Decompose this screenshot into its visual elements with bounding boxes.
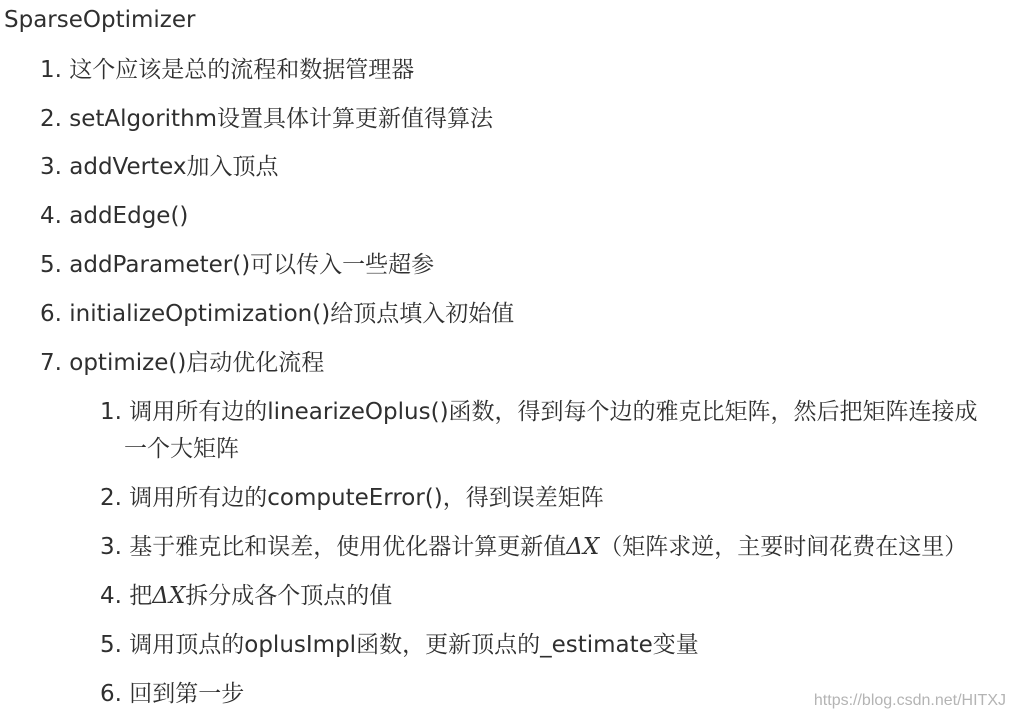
list-item [100, 578, 392, 614]
list-item-number: 7. [40, 350, 62, 376]
list-item-number: 3. [40, 154, 62, 180]
list-item-text: optimize()启动优化流程 [69, 350, 325, 376]
list-item-number: 6. [40, 301, 62, 327]
list-item-text: addVertex加入顶点 [69, 154, 279, 180]
delta-x-math: ΔX [152, 583, 186, 609]
list-item [40, 247, 434, 283]
list-item [100, 676, 244, 712]
list-item [100, 480, 604, 516]
list-item-text: initializeOptimization()给顶点填入初始值 [69, 301, 515, 327]
list-item-number: 1. [100, 399, 122, 425]
list-item-number: 5. [40, 252, 62, 278]
list-item [40, 149, 279, 185]
document-title: SparseOptimizer [4, 7, 196, 33]
list-item [40, 101, 493, 137]
list-item-text: 基于雅克比和误差，使用优化器计算更新值 [129, 534, 567, 560]
list-item [40, 296, 514, 332]
list-item-text: 这个应该是总的流程和数据管理器 [69, 57, 415, 83]
list-item-text: setAlgorithm设置具体计算更新值得算法 [69, 106, 494, 132]
list-item-text: 把 [129, 583, 153, 609]
list-item-number: 2. [40, 106, 62, 132]
list-item [100, 627, 699, 663]
list-item-text: addParameter()可以传入一些超参 [69, 252, 435, 278]
delta-x-math: ΔX [566, 534, 600, 560]
list-item-text: 拆分成各个顶点的值 [185, 583, 393, 609]
list-item-text: （矩阵求逆，主要时间花费在这里） [599, 534, 968, 560]
list-item [100, 394, 978, 430]
list-item [40, 52, 414, 88]
list-item [100, 529, 967, 565]
list-item-number: 6. [100, 681, 122, 707]
list-item-number: 2. [100, 485, 122, 511]
list-item-number: 4. [100, 583, 122, 609]
list-item-number: 5. [100, 632, 122, 658]
list-item-text: 回到第一步 [129, 681, 245, 707]
list-item [40, 345, 324, 381]
list-item-text: 一个大矩阵 [124, 436, 239, 462]
list-item-number: 4. [40, 203, 62, 229]
list-item-text: 调用所有边的computeError()，得到误差矩阵 [129, 485, 604, 511]
list-item-text: 调用顶点的oplusImpl函数，更新顶点的_estimate变量 [129, 632, 699, 658]
list-item-number: 1. [40, 57, 62, 83]
list-item-continuation [124, 431, 239, 467]
list-item-number: 3. [100, 534, 122, 560]
list-item-text: 调用所有边的linearizeOplus()函数，得到每个边的雅克比矩阵，然后把矩阵连接成 [129, 399, 978, 425]
list-item [40, 198, 188, 234]
list-item-text: addEdge() [69, 203, 189, 229]
source-watermark: https://blog.csdn.net/HITXJ [813, 692, 1006, 709]
